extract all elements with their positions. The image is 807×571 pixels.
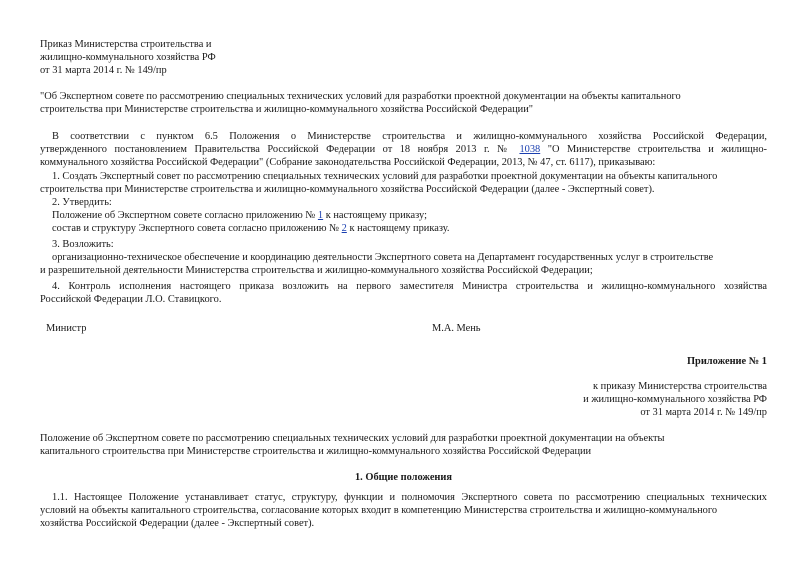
appendix-ref-line: к приказу Министерства строительства: [593, 381, 767, 392]
regulation-title-line: капитального строительства при Министерстве строительства и жилищно-коммунального хозяйства Российской Федерации: [40, 446, 592, 457]
title-line: "Об Экспертном совете по рассмотрению специальных технических условий для разработки проектной документации на объекты капитального: [40, 91, 681, 102]
preamble-line: коммунального хозяйства Российской Федерации" (Собрание законодательства Российской Федерации, 2013, № 47, ст. 6117), приказываю:: [40, 157, 656, 168]
item-line: строительства при Министерстве строительства и жилищно-коммунального хозяйства Российской Федерации (далее - Экспертный совет).: [40, 184, 655, 195]
preamble-text: утвержденного постановлением Правительства Российской Федерации от 18 ноября 2013 г. №: [40, 144, 520, 155]
title-line: строительства при Министерстве строительства и жилищно-коммунального хозяйства Российской Федерации": [40, 104, 534, 115]
paragraph-line: хозяйства Российской Федерации (далее - Экспертный совет).: [40, 518, 315, 529]
item-line: 4. Контроль исполнения настоящего приказа возложить на первого заместителя Министра строительства и жилищно-коммунального хозяйства: [52, 281, 767, 292]
item-text: к настоящему приказу.: [346, 223, 450, 234]
appendix-ref-line: от 31 марта 2014 г. № 149/пр: [640, 407, 767, 418]
item-4: [40, 280, 767, 306]
item-text: Положение об Экспертном совете согласно приложению №: [52, 210, 318, 221]
item-text: к настоящему приказу;: [323, 210, 427, 221]
item-1: [40, 170, 767, 196]
paragraph-line: 1.1. Настоящее Положение устанавливает статус, структуру, функции и полномочия Экспертного совета по рассмотрению специальных технических: [52, 492, 767, 503]
preamble-line: [40, 143, 767, 156]
appendix-2-link[interactable]: 2: [341, 223, 347, 234]
item-heading: 2. Утвердить:: [52, 197, 112, 208]
item-line: [40, 222, 767, 235]
appendix-1-link[interactable]: 1: [317, 210, 324, 221]
item-3: [40, 238, 767, 277]
header-line: жилищно-коммунального хозяйства РФ: [40, 52, 216, 63]
signature-name: М.А. Мень: [432, 323, 481, 334]
item-line: [40, 209, 767, 222]
item-heading: 3. Возложить:: [52, 239, 114, 250]
item-2: [40, 196, 767, 235]
item-line: 1. Создать Экспертный совет по рассмотрению специальных технических условий для разработки проектной документации на объекты капитального: [52, 171, 718, 182]
item-text: состав и структуру Экспертного совета согласно приложению №: [52, 223, 342, 234]
item-line: и разрешительной деятельности Министерства строительства и жилищно-коммунального хозяйства Российской Федерации;: [40, 265, 593, 276]
decree-1038-link[interactable]: 1038: [519, 144, 541, 155]
section-heading: 1. Общие положения: [354, 472, 453, 483]
paragraph-line: условий на объекты капитального строительства, согласование которых входит в компетенцию Министерства строительства и жилищно-коммунального: [40, 505, 718, 516]
appendix-ref-line: и жилищно-коммунального хозяйства РФ: [583, 394, 767, 405]
appendix-title: Приложение № 1: [686, 356, 767, 367]
regulation-title-line: Положение об Экспертном совете по рассмотрению специальных технических условий для разработки проектной документации на объекты: [40, 433, 665, 444]
appendix-reference: [40, 380, 767, 419]
header-line: от 31 марта 2014 г. № 149/пр: [40, 65, 167, 76]
header-line: Приказ Министерства строительства и: [40, 39, 212, 50]
regulation-title: [40, 432, 767, 458]
item-line: Российской Федерации Л.О. Ставицкого.: [40, 294, 222, 305]
preamble-line: В соответствии с пунктом 6.5 Положения о Министерстве строительства и жилищно-коммунального хозяйства Российской Федерации,: [52, 131, 767, 142]
preamble: [40, 130, 767, 169]
signature-position: Министр: [46, 323, 87, 334]
order-title: [40, 90, 767, 116]
order-header: [40, 38, 767, 77]
paragraph-1-1: [40, 491, 767, 530]
preamble-text: "О Министерстве строительства и жилищно-: [540, 144, 768, 155]
item-line: организационно-техническое обеспечение и координацию деятельности Экспертного совета на Департамент государственных услуг в строительстве: [52, 252, 714, 263]
